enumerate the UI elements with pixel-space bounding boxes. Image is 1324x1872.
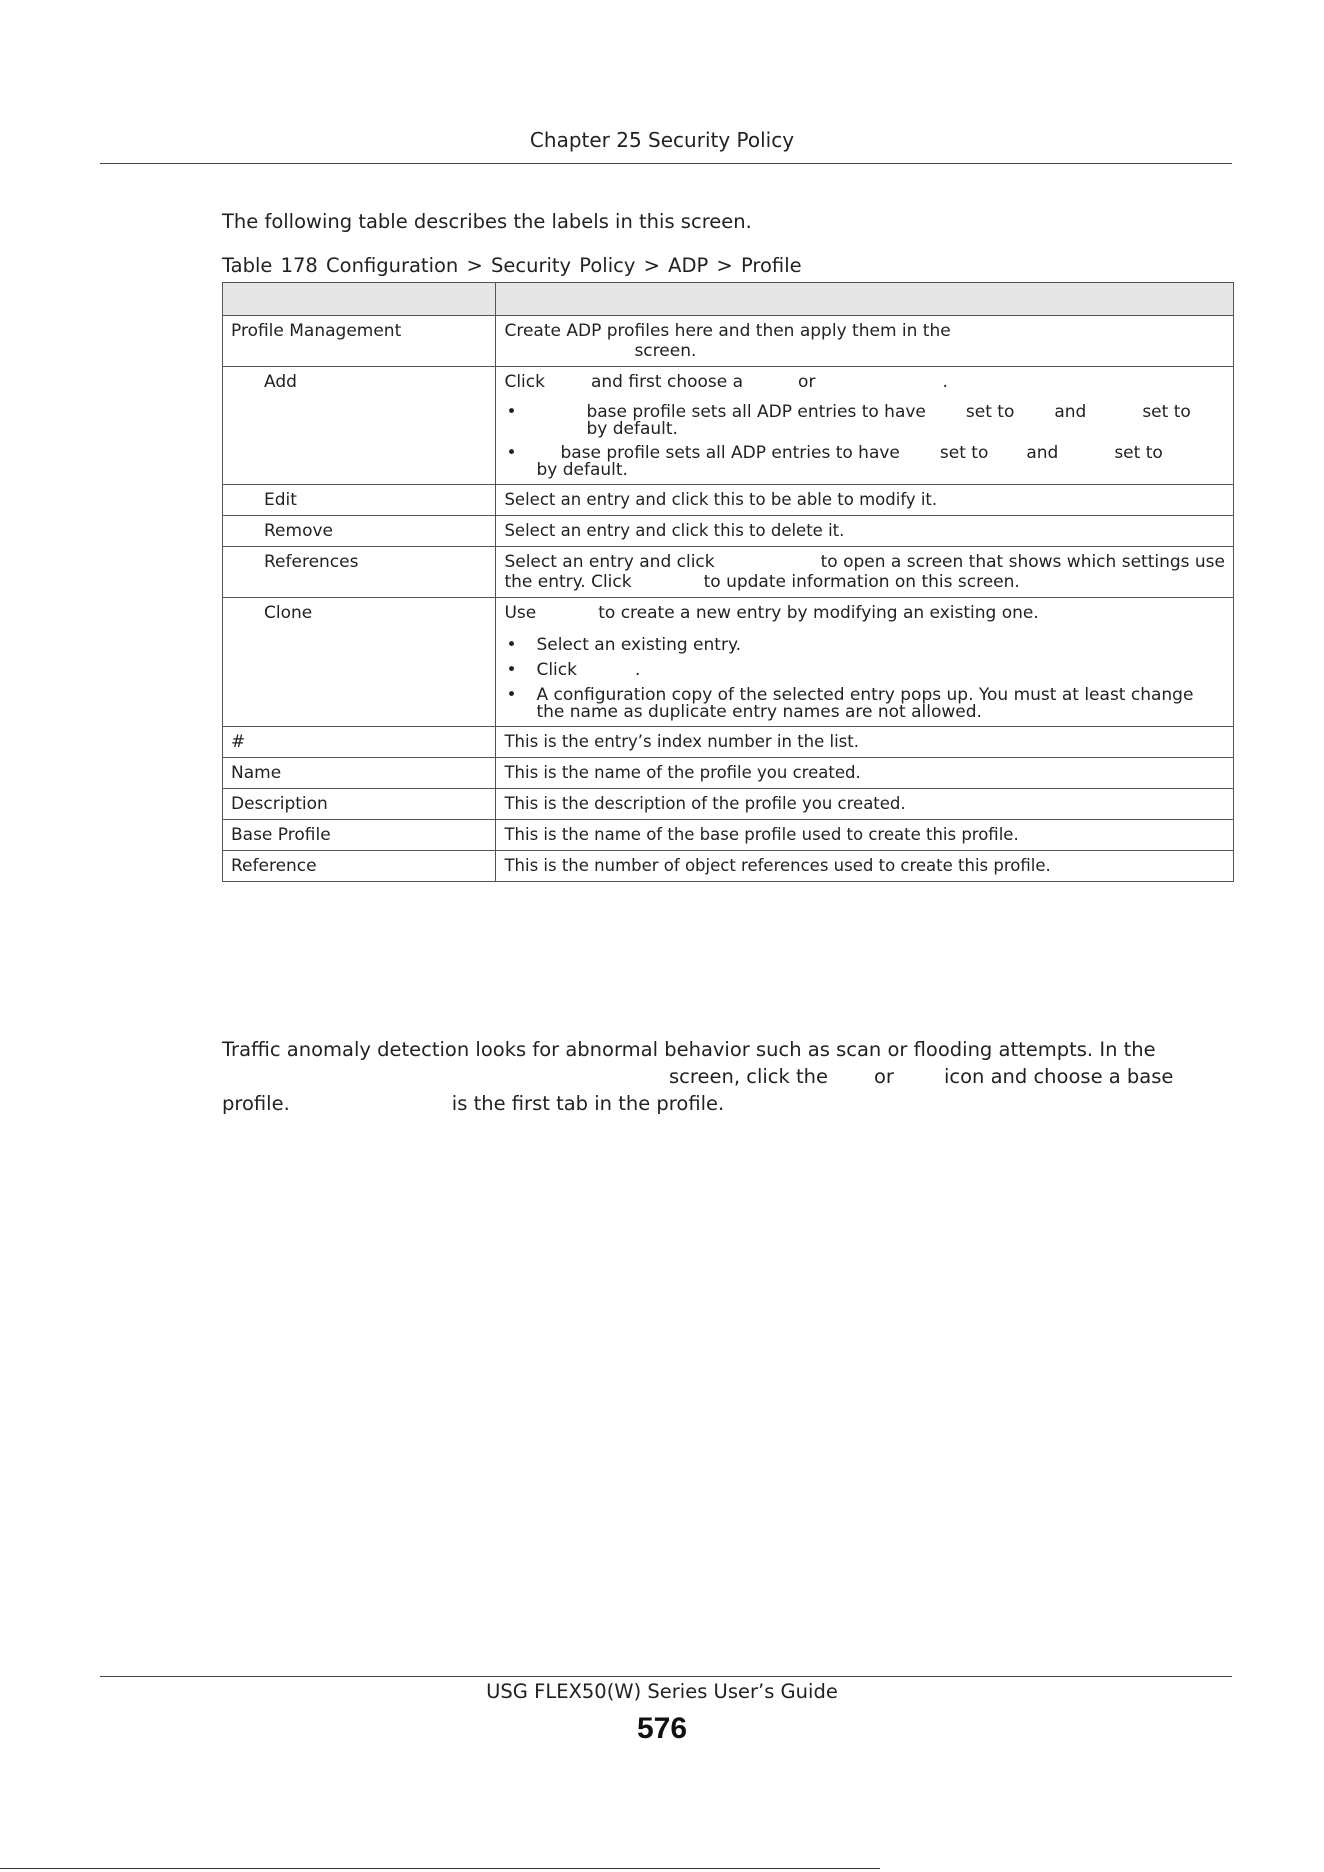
- table-header-description: [496, 283, 1234, 316]
- text-fragment: Use: [504, 603, 537, 623]
- table-row: [223, 516, 1234, 547]
- text-fragment: set to: [1114, 443, 1163, 463]
- text-fragment: by default.: [536, 460, 628, 480]
- row-description: [496, 367, 1234, 485]
- label-description-table: [222, 282, 1234, 882]
- description-line: [504, 552, 1225, 572]
- text-fragment: to update information on this screen.: [703, 572, 1020, 592]
- section-paragraph: [222, 1036, 1232, 1117]
- text-fragment: Click: [504, 372, 545, 392]
- footer-divider: [100, 1676, 1232, 1677]
- paragraph-line: [222, 1090, 1232, 1117]
- row-label: Add: [223, 367, 496, 485]
- text-fragment: screen, click the: [669, 1065, 828, 1088]
- description-line: Create ADP profiles here and then apply them in the: [504, 321, 951, 341]
- intro-paragraph: The following table describes the labels in this screen.: [222, 210, 752, 233]
- row-description: This is the name of the profile you created.: [496, 758, 1234, 789]
- running-header: Chapter 25 Security Policy: [529, 128, 795, 152]
- row-description: This is the entry’s index number in the list.: [496, 727, 1234, 758]
- text-fragment: .: [634, 660, 641, 680]
- text-fragment: set to: [1142, 402, 1191, 422]
- text-fragment: and: [1054, 402, 1087, 422]
- bullet-list: [504, 637, 1225, 721]
- bullet-list: [504, 404, 1225, 479]
- paragraph-line: [222, 1063, 1232, 1090]
- row-description: Select an entry and click this to be able to modify it.: [496, 485, 1234, 516]
- table-row: [223, 851, 1234, 882]
- table-caption: Table 178 Configuration > Security Policy > ADP > Profile: [222, 254, 802, 277]
- text-fragment: Select an entry and click: [504, 552, 715, 572]
- table-row: [223, 820, 1234, 851]
- text-fragment: the entry. Click: [504, 572, 632, 592]
- table-row: [223, 758, 1234, 789]
- page-number: 576: [636, 1712, 688, 1745]
- row-label: References: [223, 547, 496, 598]
- text-fragment: is the first tab in the profile.: [451, 1092, 725, 1115]
- list-item: [504, 445, 1225, 479]
- text-fragment: and: [1026, 443, 1059, 463]
- paragraph-line: Traffic anomaly detection looks for abnormal behavior such as scan or flooding attempts. In the: [222, 1038, 1156, 1061]
- header-divider: [100, 163, 1232, 164]
- row-description: [496, 547, 1234, 598]
- text-fragment: profile.: [222, 1092, 290, 1115]
- description-line: [504, 372, 1225, 392]
- description-line: screen.: [634, 341, 697, 361]
- text-fragment: to open a screen that shows which settings use: [820, 552, 1225, 572]
- table-row: [223, 367, 1234, 485]
- row-label: Remove: [223, 516, 496, 547]
- text-fragment: or: [798, 372, 816, 392]
- text-fragment: to create a new entry by modifying an existing one.: [598, 603, 1039, 623]
- row-label: Edit: [223, 485, 496, 516]
- row-description: [496, 598, 1234, 727]
- row-label: Reference: [223, 851, 496, 882]
- page-bottom-rule: [0, 1868, 880, 1869]
- table-header-row: [223, 283, 1234, 316]
- table-header-label: [223, 283, 496, 316]
- row-description: This is the description of the profile you created.: [496, 789, 1234, 820]
- text-fragment: and first choose a: [590, 372, 744, 392]
- text-fragment: by default.: [586, 419, 678, 439]
- table-row: [223, 727, 1234, 758]
- row-description: Select an entry and click this to delete it.: [496, 516, 1234, 547]
- text-fragment: set to: [939, 443, 989, 463]
- row-description: This is the name of the base profile used to create this profile.: [496, 820, 1234, 851]
- text-fragment: set to: [965, 402, 1015, 422]
- table-row: [223, 598, 1234, 727]
- row-label: Profile Management: [223, 316, 496, 367]
- row-description: This is the number of object references used to create this profile.: [496, 851, 1234, 882]
- row-label: #: [223, 727, 496, 758]
- list-item: [504, 404, 1225, 438]
- list-item: • Select an existing entry.: [504, 637, 1225, 654]
- row-label: Name: [223, 758, 496, 789]
- text-fragment: base profile sets all ADP entries to have: [560, 443, 900, 463]
- text-fragment: Click: [536, 660, 577, 680]
- table-row: [223, 789, 1234, 820]
- text-fragment: base profile sets all ADP entries to have: [586, 402, 926, 422]
- row-description: [496, 316, 1234, 367]
- list-item: [504, 662, 1225, 679]
- list-item: • A configuration copy of the selected entry pops up. You must at least change the name as duplicate entry names are not allowed.: [504, 687, 1225, 721]
- text-fragment: .: [942, 372, 948, 392]
- table-row: [223, 316, 1234, 367]
- table-row: [223, 547, 1234, 598]
- row-label: Base Profile: [223, 820, 496, 851]
- running-footer: USG FLEX50(W) Series User’s Guide: [486, 1680, 838, 1703]
- row-label: Clone: [223, 598, 496, 727]
- table-row: [223, 485, 1234, 516]
- text-fragment: or: [874, 1065, 894, 1088]
- row-label: Description: [223, 789, 496, 820]
- description-line: [504, 572, 1225, 592]
- text-fragment: icon and choose a base: [943, 1065, 1174, 1088]
- description-line: [504, 603, 1225, 623]
